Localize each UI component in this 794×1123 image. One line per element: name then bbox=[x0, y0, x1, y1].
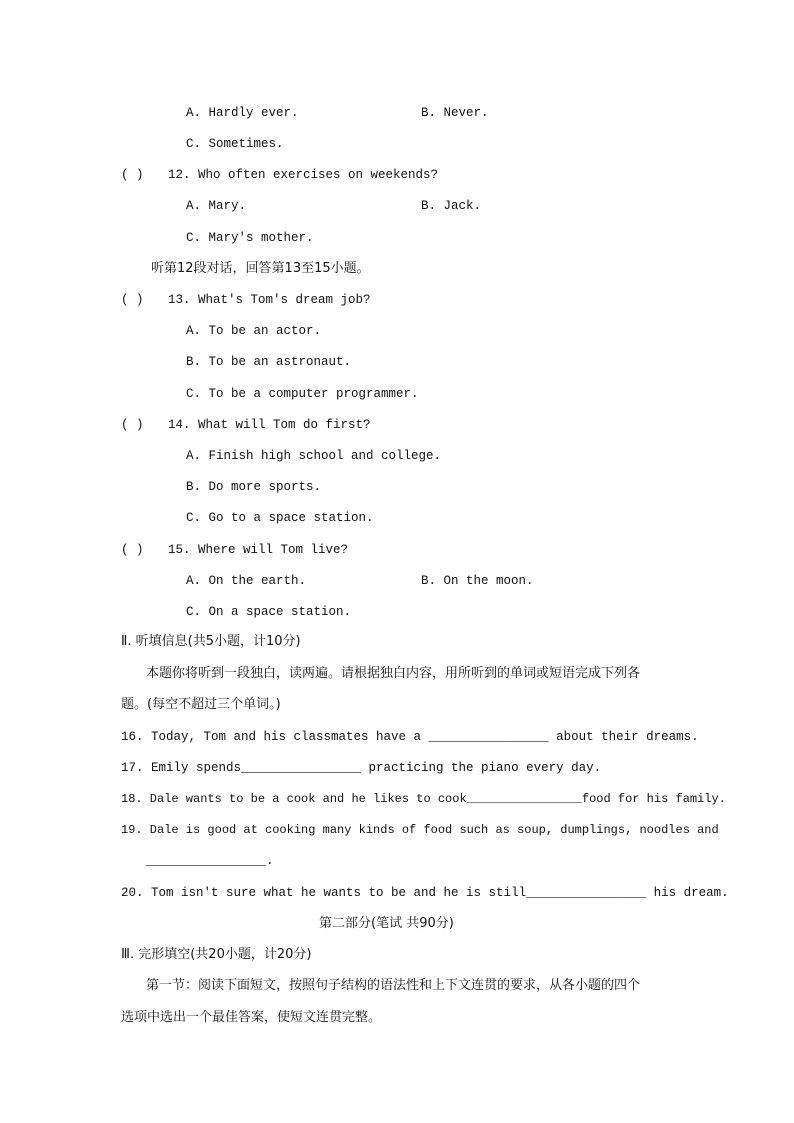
q12-stem: 12. Who often exercises on weekends? bbox=[168, 168, 439, 182]
q16-fill-blank: 16. Today, Tom and his classmates have a ________________ about their dreams. bbox=[121, 730, 699, 744]
q14-answer-blank: ( ) bbox=[121, 418, 144, 432]
q15-option-a: A. On the earth. bbox=[186, 574, 307, 588]
q14-option-c: C. Go to a space station. bbox=[186, 511, 374, 525]
q13-option-c: C. To be a computer programmer. bbox=[186, 387, 419, 401]
q15-stem: 15. Where will Tom live? bbox=[168, 543, 349, 557]
q13-option-a: A. To be an actor. bbox=[186, 324, 322, 338]
part3-instructions-line1: 第一节：阅读下面短文，按照句子结构的语法性和上下文连贯的要求，从各小题的四个 bbox=[146, 978, 641, 993]
q14-option-b: B. Do more sports. bbox=[186, 480, 322, 494]
q13-option-b: B. To be an astronaut. bbox=[186, 355, 352, 369]
q19-fill-blank-line2: ________________. bbox=[146, 854, 274, 868]
section-note: 听第12段对话，回答第13至15小题。 bbox=[151, 261, 370, 276]
part2-heading: Ⅱ. 听填信息(共5小题，计10分) bbox=[121, 634, 301, 649]
q14-stem: 14. What will Tom do first? bbox=[168, 418, 371, 432]
q18-fill-blank: 18. Dale wants to be a cook and he likes to cook________________food for his family. bbox=[121, 792, 726, 806]
q13-answer-blank: ( ) bbox=[121, 293, 144, 307]
q19-fill-blank-line1: 19. Dale is good at cooking many kinds of food such as soup, dumplings, noodles and bbox=[121, 823, 719, 837]
q14-option-a: A. Finish high school and college. bbox=[186, 449, 442, 463]
q15-option-b: B. On the moon. bbox=[421, 574, 534, 588]
part3-heading: Ⅲ. 完形填空(共20小题，计20分) bbox=[121, 947, 312, 962]
q11-option-c: C. Sometimes. bbox=[186, 137, 284, 151]
q12-option-a: A. Mary. bbox=[186, 199, 247, 213]
q17-fill-blank: 17. Emily spends________________ practicing the piano every day. bbox=[121, 761, 602, 775]
q12-answer-blank: ( ) bbox=[121, 168, 144, 182]
q11-option-a: A. Hardly ever. bbox=[186, 106, 299, 120]
q11-option-b: B. Never. bbox=[421, 106, 489, 120]
q15-option-c: C. On a space station. bbox=[186, 605, 352, 619]
q12-option-c: C. Mary's mother. bbox=[186, 231, 314, 245]
part2-instructions-line2: 题。(每空不超过三个单词。) bbox=[121, 697, 281, 712]
written-part-heading: 第二部分(笔试 共90分) bbox=[319, 916, 454, 931]
q12-option-b: B. Jack. bbox=[421, 199, 482, 213]
q20-fill-blank: 20. Tom isn't sure what he wants to be and he is still________________ his dream. bbox=[121, 886, 729, 900]
q15-answer-blank: ( ) bbox=[121, 543, 144, 557]
q13-stem: 13. What's Tom's dream job? bbox=[168, 293, 371, 307]
part2-instructions-line1: 本题你将听到一段独白，读两遍。请根据独白内容，用所听到的单词或短语完成下列各 bbox=[146, 666, 641, 681]
part3-instructions-line2: 选项中选出一个最佳答案，使短文连贯完整。 bbox=[121, 1010, 382, 1025]
